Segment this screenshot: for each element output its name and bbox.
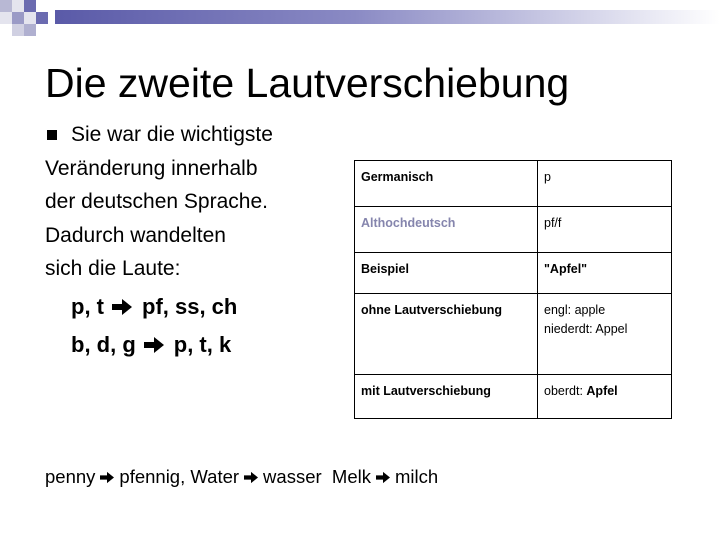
body-line-1: Veränderung innerhalb bbox=[45, 156, 258, 180]
slide-body bbox=[45, 118, 273, 362]
bullet-item bbox=[45, 118, 273, 152]
arrow-right-icon bbox=[100, 471, 114, 484]
table-value: pf/f bbox=[538, 207, 672, 253]
table-row bbox=[355, 207, 672, 253]
example-part: penny bbox=[45, 466, 96, 487]
table-row bbox=[355, 161, 672, 207]
table-row bbox=[355, 253, 672, 294]
sound-shift-2 bbox=[45, 328, 273, 362]
slide-title: Die zweite Lautverschiebung bbox=[45, 60, 570, 106]
header-decoration bbox=[0, 0, 720, 45]
sound-shift-from: b, d, g bbox=[71, 331, 136, 357]
body-line-4: sich die Laute: bbox=[45, 257, 181, 280]
example-part: milch bbox=[395, 466, 439, 487]
table-value-line: niederdt: Appel bbox=[544, 322, 628, 336]
example-line bbox=[45, 466, 438, 488]
sound-shift-table bbox=[354, 160, 672, 419]
arrow-right-icon bbox=[112, 298, 132, 316]
arrow-right-icon bbox=[144, 336, 164, 354]
arrow-right-icon bbox=[376, 471, 390, 484]
body-line-2: der deutschen Sprache. bbox=[45, 190, 268, 213]
table-label: ohne Lautverschiebung bbox=[355, 294, 538, 375]
table-row bbox=[355, 375, 672, 419]
table-label: Beispiel bbox=[355, 253, 538, 294]
table-label: mit Lautverschiebung bbox=[355, 375, 538, 419]
sound-shift-1 bbox=[45, 290, 273, 324]
table-row bbox=[355, 294, 672, 375]
example-part: pfennig, Water bbox=[119, 466, 240, 487]
table-label: Germanisch bbox=[355, 161, 538, 207]
sound-shift-to: p, t, k bbox=[173, 331, 232, 357]
example-part: wasser Melk bbox=[263, 466, 371, 487]
table-value: "Apfel" bbox=[538, 253, 672, 294]
table-value: p bbox=[538, 161, 672, 207]
body-line-3: Dadurch wandelten bbox=[45, 223, 226, 247]
square-bullet-icon bbox=[47, 130, 57, 140]
table-value bbox=[538, 294, 672, 375]
table-value-prefix: oberdt: bbox=[544, 384, 583, 398]
table-label: Althochdeutsch bbox=[355, 207, 538, 253]
sound-shift-to: pf, ss, ch bbox=[142, 293, 238, 319]
bullet-text: Sie war die wichtigste bbox=[71, 123, 273, 146]
table-value bbox=[538, 375, 672, 419]
table-value-bold: Apfel bbox=[586, 384, 618, 398]
arrow-right-icon bbox=[244, 471, 258, 484]
table-value-line: engl: apple bbox=[544, 303, 606, 317]
sound-shift-from: p, t bbox=[71, 293, 104, 319]
